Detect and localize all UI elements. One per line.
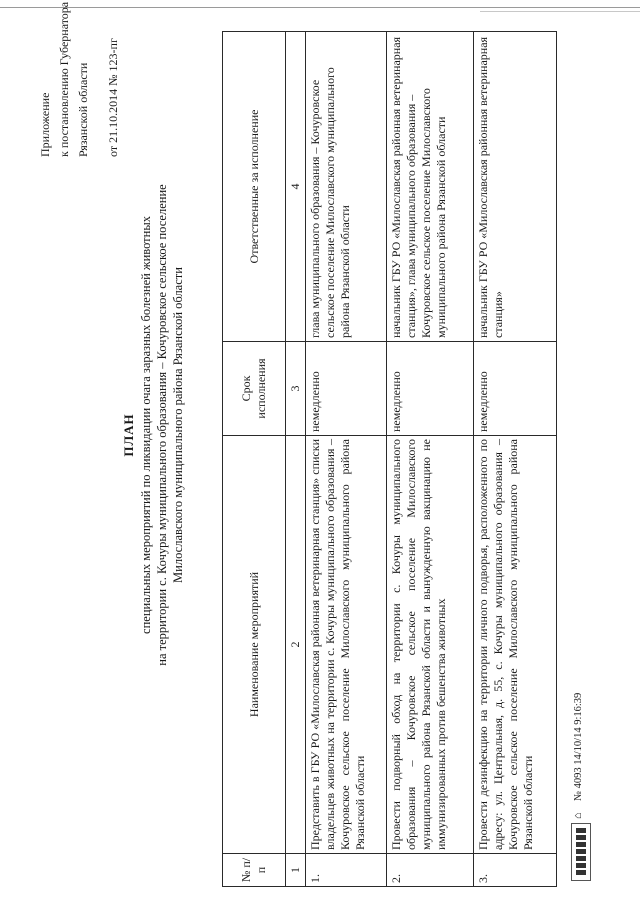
appendix-decree-word: постановлению xyxy=(57,68,71,149)
document-registry-stamp-icon xyxy=(571,823,591,881)
registry-mark-icon: ⌂ xyxy=(572,812,584,819)
plan-subtitle xyxy=(138,125,186,725)
row-action: Представить в ГБУ РО «Милославская районная ветеринарная станция» списки владельцев животных на территории с. Кочуры муниципального образования – Кочуровское сельское поселение Милославского муниципального района Рязанской области xyxy=(306,436,387,854)
plan-subtitle-line: специальных мероприятий по ликвидации очага заразных болезней животных xyxy=(139,216,153,634)
table-row xyxy=(474,32,557,887)
registry-stamp-text: № 4093 14/10/14 9:16:39 xyxy=(573,692,584,801)
row-number: 3. xyxy=(474,854,557,887)
row-responsible: начальник ГБУ РО «Милославская районная ветеринарная станция», глава муниципального образования – Кочуровское сельское поселение Милославского муниципального района Рязанской области xyxy=(387,32,474,342)
row-term: немедленно xyxy=(387,342,474,436)
row-number: 1. xyxy=(306,854,387,887)
table-column-number-row xyxy=(286,32,306,887)
appendix-block xyxy=(36,1,123,157)
table-header-row xyxy=(223,32,286,887)
plan-subtitle-line: на территории с. Кочуры муниципального образования – Кочуровское сельское поселение xyxy=(155,184,169,666)
row-responsible: начальник ГБУ РО «Милославская районная ветеринарная станция» xyxy=(474,32,557,342)
header-responsible: Ответственные за исполнение xyxy=(223,32,286,342)
measures-table xyxy=(222,31,557,887)
table-row xyxy=(387,32,474,887)
appendix-decree-line xyxy=(55,1,74,157)
plan-subtitle-line: Милославского муниципального района Рязанской области xyxy=(171,267,185,583)
header-term: Срок исполнения xyxy=(223,342,286,436)
row-responsible: глава муниципального образования – Кочуровское сельское поселение Милославского муниципального района Рязанской области xyxy=(306,32,387,342)
appendix-preposition: к xyxy=(57,151,71,157)
header-number: № п/п xyxy=(223,854,286,887)
column-number: 3 xyxy=(286,342,306,436)
appendix-heading: Приложение xyxy=(38,92,52,157)
header-action: Наименование мероприятий xyxy=(223,436,286,854)
column-number: 2 xyxy=(286,436,306,854)
table-row xyxy=(306,32,387,887)
appendix-region: Рязанской области xyxy=(76,62,90,157)
row-number: 2. xyxy=(387,854,474,887)
column-number: 4 xyxy=(286,32,306,342)
row-action: Провести подворный обход на территории с. Кочуры муниципального образования – Кочуровское сельское поселение Милославского муниципального района Рязанской области и вынужденную вакцинацию не иммунизированных против бешенства животных xyxy=(387,436,474,854)
row-term: немедленно xyxy=(306,342,387,436)
plan-title: ПЛАН xyxy=(121,413,136,457)
row-action: Провести дезинфекцию на территории личного подворья, расположенного по адресу: ул. Центральная, д. 55, с. Кочуры муниципального образования – Кочуровское сельское поселение Милославского муниципального района Рязанской области xyxy=(474,436,557,854)
registry-stamp xyxy=(565,631,599,881)
appendix-governor-word: Губернатора xyxy=(57,1,71,66)
column-number: 1 xyxy=(286,854,306,887)
row-term: немедленно xyxy=(474,342,557,436)
appendix-decree-number: от 21.10.2014 № 123-пг xyxy=(106,38,120,157)
